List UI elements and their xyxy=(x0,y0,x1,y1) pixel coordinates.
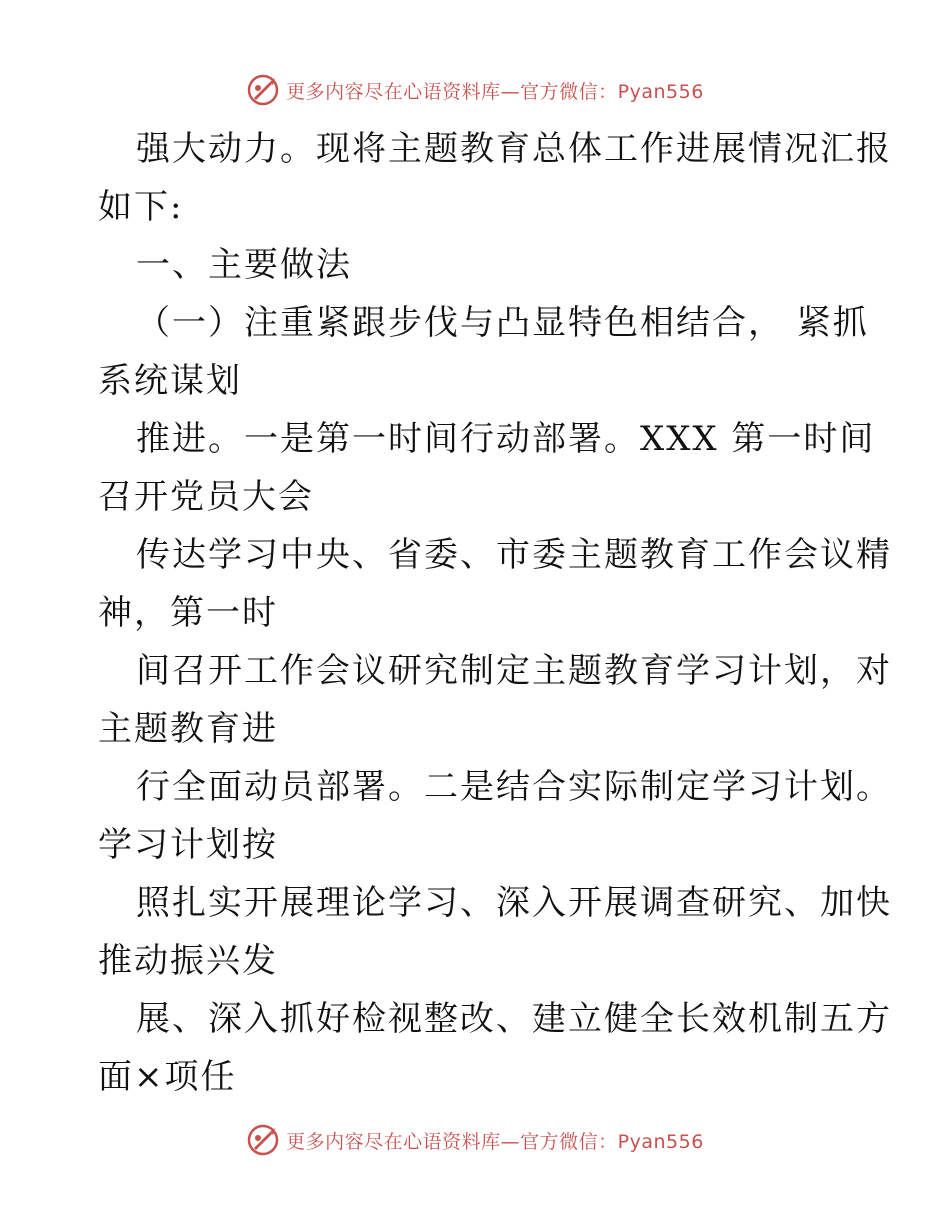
paragraph-line: 照扎实开展理论学习、深入开展调查研究、加快 xyxy=(136,883,892,923)
paragraph-line: 面×项任 xyxy=(98,1057,237,1097)
paragraph-line: 传达学习中央、省委、市委主题教育工作会议精 xyxy=(136,535,892,575)
paragraph-line: 行全面动员部署。二是结合实际制定学习计划。 xyxy=(136,767,892,807)
paragraph-line: 展、深入抓好检视整改、建立健全长效机制五方 xyxy=(136,999,892,1039)
document-body xyxy=(98,120,892,1106)
paragraph-line: 主题教育进 xyxy=(98,709,278,749)
paragraph-line: 如下: xyxy=(98,187,184,227)
paragraph-line: 神，第一时 xyxy=(98,593,278,633)
watermark-text: 更多内容尽在心语资料库—官方微信：Pyan556 xyxy=(286,1130,704,1153)
red-quill-circle-icon xyxy=(246,73,280,107)
subsection-heading: （一）注重紧跟步伐与凸显特色相结合， 紧抓 xyxy=(136,303,869,343)
footer-watermark xyxy=(0,1120,950,1160)
paragraph-line: 推进。一是第一时间行动部署。XXX 第一时间 xyxy=(136,419,876,459)
paragraph-line: 推动振兴发 xyxy=(98,941,278,981)
section-heading: 一、主要做法 xyxy=(136,245,352,285)
paragraph-line: 系统谋划 xyxy=(98,361,242,401)
red-quill-circle-icon xyxy=(246,1123,280,1157)
paragraph-line: 间召开工作会议研究制定主题教育学习计划，对 xyxy=(136,651,892,691)
paragraph-line: 召开党员大会 xyxy=(98,477,314,517)
header-watermark xyxy=(0,70,950,110)
paragraph-line: 强大动力。现将主题教育总体工作进展情况汇报 xyxy=(136,129,892,169)
watermark-text: 更多内容尽在心语资料库—官方微信：Pyan556 xyxy=(286,80,704,103)
paragraph-line: 学习计划按 xyxy=(98,825,278,865)
